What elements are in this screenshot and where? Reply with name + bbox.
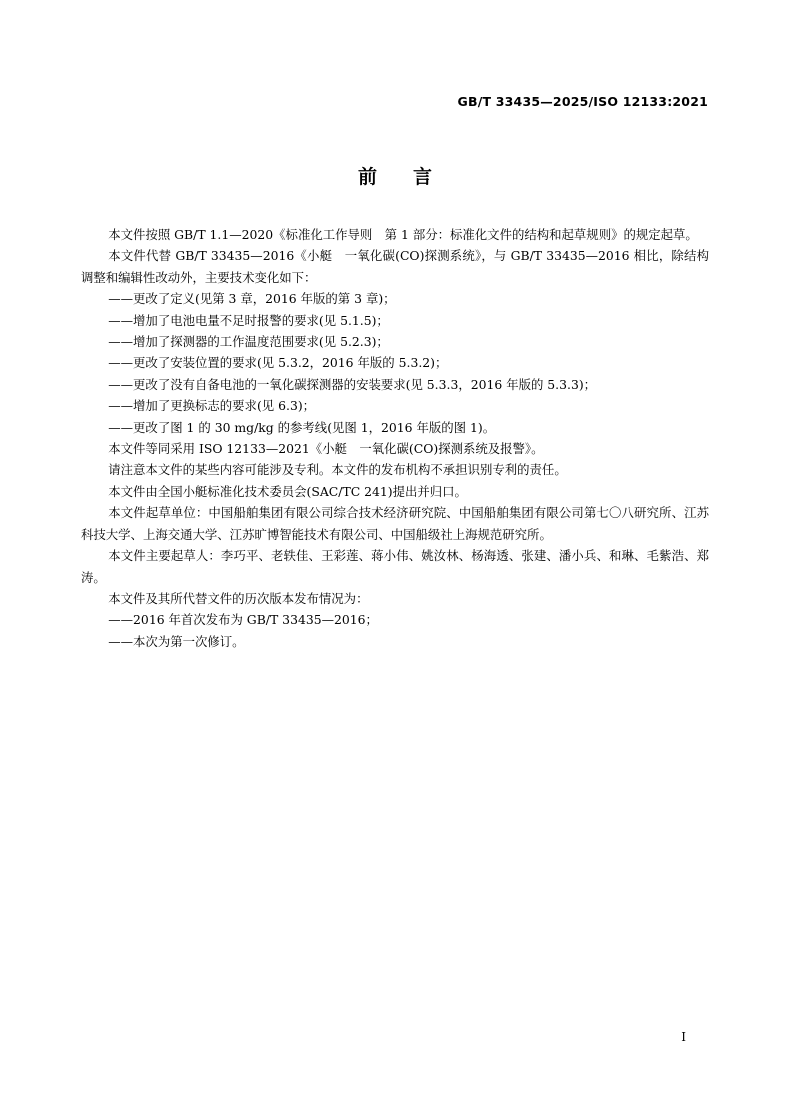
change-item: ——更改了没有自备电池的一氧化碳探测器的安装要求(见 5.3.3，2016 年版的 5.3.3)； — [108, 376, 597, 392]
page-title — [0, 162, 792, 189]
paragraph-drafting-rules: 本文件按照 GB/T 1.1—2020《标准化工作导则 第 1 部分：标准化文件的结构和起草规则》的规定起草。 — [108, 227, 698, 242]
title-char-1: 前 — [357, 166, 379, 188]
paragraph-history-intro: 本文件及其所代替文件的历次版本发布情况为： — [108, 590, 369, 606]
change-item: ——更改了定义(见第 3 章，2016 年版的第 3 章)； — [108, 291, 396, 307]
paragraph-patent-notice: 请注意本文件的某些内容可能涉及专利。本文件的发布机构不承担识别专利的责任。 — [108, 462, 567, 478]
foreword-body — [81, 224, 709, 652]
paragraph-replacement: 本文件代替 GB/T 33435—2016《小艇 一氧化碳(CO)探测系统》，与 GB/T 33435—2016 相比，除结构调整和编辑性改动外，主要技术变化如下： — [81, 248, 709, 285]
change-item: ——增加了电池电量不足时报警的要求(见 5.1.5)； — [108, 312, 389, 328]
paragraph-drafters: 本文件主要起草人：李巧平、老轶佳、王彩莲、蒋小伟、姚汝林、杨海透、张建、潘小兵、和琳、毛紫浩、郑涛。 — [81, 548, 709, 585]
history-item: ——2016 年首次发布为 GB/T 33435—2016； — [108, 612, 378, 628]
change-item: ——增加了更换标志的要求(见 6.3)； — [108, 398, 316, 414]
change-item: ——更改了图 1 的 30 mg/kg 的参考线(见图 1，2016 年版的图 1)。 — [108, 419, 496, 435]
paragraph-identical-adoption: 本文件等同采用 ISO 12133—2021《小艇 一氧化碳(CO)探测系统及报警》。 — [108, 441, 544, 457]
paragraph-committee: 本文件由全国小艇标准化技术委员会(SAC/TC 241)提出并归口。 — [108, 483, 467, 499]
title-char-2: 言 — [413, 166, 435, 188]
paragraph-drafting-units: 本文件起草单位：中国船舶集团有限公司综合技术经济研究院、中国船舶集团有限公司第七〇八研究所、江苏科技大学、上海交通大学、江苏旷博智能技术有限公司、中国船级社上海规范研究所。 — [81, 505, 709, 542]
page-number: I — [681, 1030, 686, 1044]
history-item: ——本次为第一次修订。 — [108, 633, 245, 649]
standard-code: GB/T 33435—2025/ISO 12133:2021 — [457, 94, 708, 109]
change-item: ——增加了探测器的工作温度范围要求(见 5.2.3)； — [108, 334, 389, 350]
change-item: ——更改了安装位置的要求(见 5.3.2，2016 年版的 5.3.2)； — [108, 355, 448, 371]
